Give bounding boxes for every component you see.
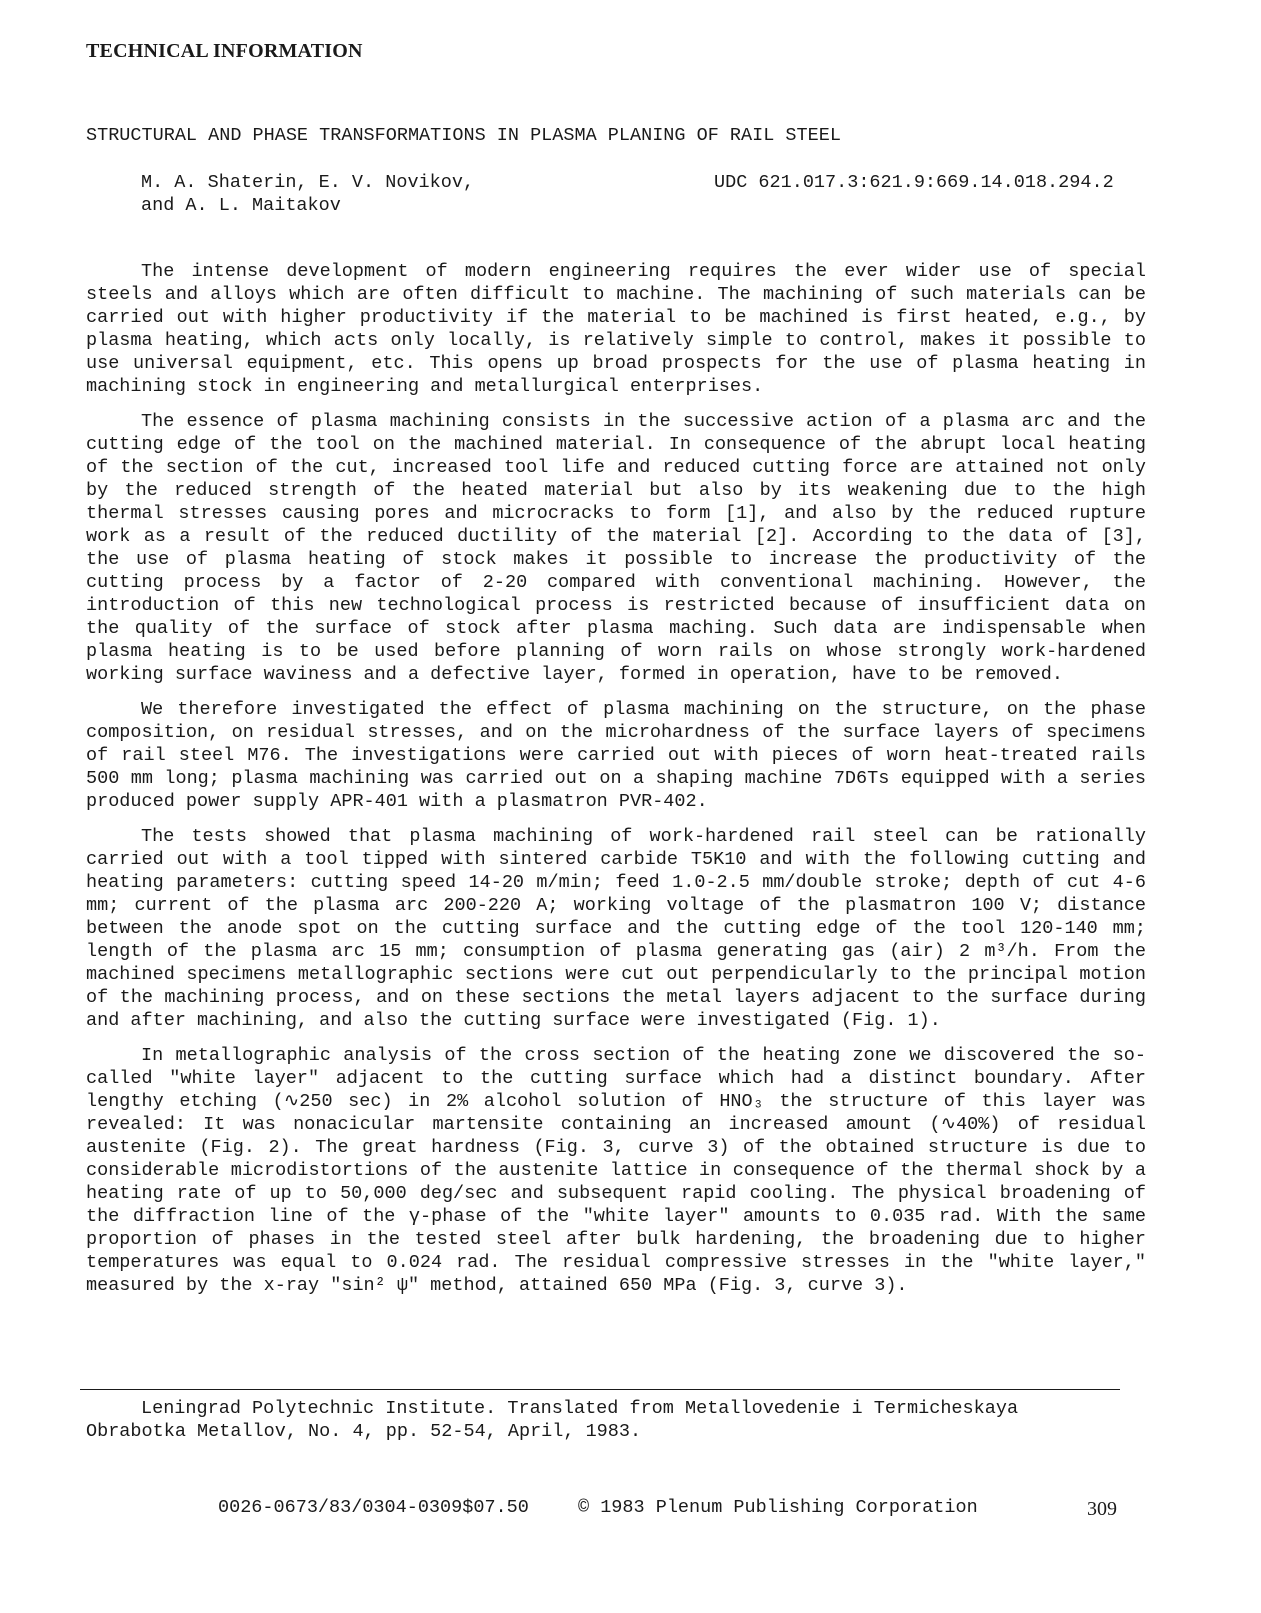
paragraph-4: The tests showed that plasma machining of work-hardened rail steel can be rationally carried out with a tool tipped with sintered carbide T5K10 and with the following cutting and heating parameters: cutting speed 14-20 m/min; feed 1.0-2.5 mm/double stroke; depth of cut 4-6 mm; current of the plasma arc 200-220 A; working voltage of the plasmatron 100 V; distance between the anode spot on the cutting surface and the cutting edge of the tool 120-140 mm; length of the plasma arc 15 mm; consumption of plasma generating gas (air) 2 m³/h. From the machined specimens metallographic sections were cut out perpendicularly to the principal motion of the machining process, and on these sections the metal layers adjacent to the surface during and after machining, and also the cutting surface were investigated (Fig. 1). xyxy=(86,826,1146,1031)
paragraph-5: In metallographic analysis of the cross section of the heating zone we discovered the so-called "white layer" adjacent to the cutting surface which had a distinct boundary. After lengthy etching (∿250 sec) in 2% alcohol solution of HNO₃ the structure of this layer was revealed: It was nonacicular martensite containing an increased amount (∿40%) of residual austenite (Fig. 2). The great hardness (Fig. 3, curve 3) of the obtained structure is due to considerable microdistortions of the austenite lattice in consequence of the thermal shock by a heating rate of up to 50,000 deg/sec and subsequent rapid cooling. The physical broadening of the diffraction line of the γ-phase of the "white layer" amounts to 0.035 rad. With the same proportion of phases in the tested steel after bulk hardening, the broadening due to higher temperatures was equal to 0.024 rad. The residual compressive stresses in the "white layer," measured by the x-ray "sin² ψ" method, attained 650 MPa (Fig. 3, curve 3). xyxy=(86,1045,1146,1296)
page-number: 309 xyxy=(1087,1498,1117,1520)
authors xyxy=(141,171,474,217)
section-label: TECHNICAL INFORMATION xyxy=(86,40,363,62)
footer-article-code: 0026-0673/83/0304-0309$07.50 xyxy=(218,1497,529,1518)
authors-line-1: M. A. Shaterin, E. V. Novikov, xyxy=(141,172,475,193)
paragraph-1: The intense development of modern engineering requires the ever wider use of special steels and alloys which are often difficult to machine. The machining of such materials can be carried out with higher productivity if the material to be machined is first heated, e.g., by plasma heating, which acts only locally, is relatively simple to control, makes it possible to use universal equipment, etc. This opens up broad prospects for the use of plasma heating in machining stock in engineering and metallurgical enterprises. xyxy=(86,261,1146,397)
article-body xyxy=(86,260,1146,1297)
article-title: STRUCTURAL AND PHASE TRANSFORMATIONS IN PLASMA PLANING OF RAIL STEEL xyxy=(86,125,841,146)
footnote xyxy=(86,1397,1116,1443)
udc-code: UDC 621.017.3:621.9:669.14.018.294.2 xyxy=(714,172,1114,193)
paragraph-2: The essence of plasma machining consists in the successive action of a plasma arc and the cutting edge of the tool on the machined material. In consequence of the abrupt local heating of the section of the cut, increased tool life and reduced cutting force are attained not only by the reduced strength of the heated material but also by its weakening due to the high thermal stresses causing pores and microcracks to form [1], and also by the reduced rupture work as a result of the reduced ductility of the material [2]. According to the data of [3], the use of plasma heating of stock makes it possible to increase the productivity of the cutting process by a factor of 2-20 compared with conventional machining. However, the introduction of this new technological process is restricted because of insufficient data on the quality of the surface of stock after plasma maching. Such data are indispensable when plasma heating is to be used before planning of worn rails on whose strongly work-hardened working surface waviness and a defective layer, formed in operation, have to be removed. xyxy=(86,411,1146,685)
footer-copyright: © 1983 Plenum Publishing Corporation xyxy=(578,1497,978,1518)
paragraph-3: We therefore investigated the effect of plasma machining on the structure, on the phase composition, on residual stresses, and on the microhardness of the surface layers of specimens of rail steel M76. The investigations were carried out with pieces of worn heat-treated rails 500 mm long; plasma machining was carried out on a shaping machine 7D6Ts equipped with a series produced power supply APR-401 with a plasmatron PVR-402. xyxy=(86,699,1146,812)
authors-line-2: and A. L. Maitakov xyxy=(141,195,341,216)
footnote-text: Leningrad Polytechnic Institute. Translated from Metallovedenie i Termicheskaya Obrabotka Metallov, No. 4, pp. 52-54, April, 1983. xyxy=(86,1398,1019,1442)
footnote-divider xyxy=(80,1389,1120,1390)
